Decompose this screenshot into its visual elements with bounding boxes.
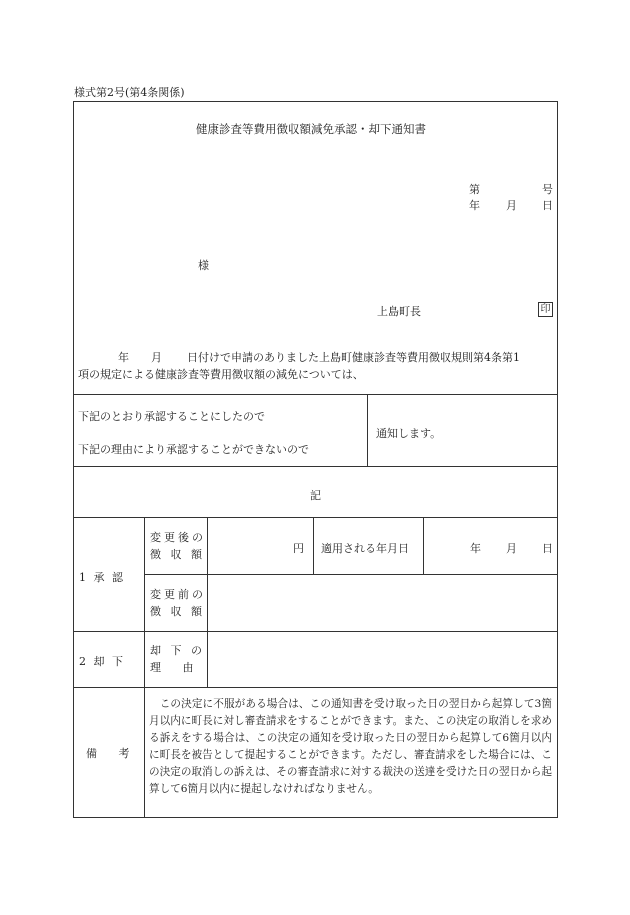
divider [73,394,558,395]
divider [367,394,368,466]
intro-line-2: 項の規定による健康診査等費用徴収額の減免については、 [78,368,364,381]
doc-number-prefix: 第 [469,183,480,196]
date-year: 年 [469,199,480,212]
intro-year: 年 [118,351,129,364]
intro-line-1: 日付けで申請のありました上島町健康診査等費用徴収規則第4条第1 [187,351,520,364]
applied-day: 日 [542,542,553,555]
before-amount-label-1: 変更前の [150,588,206,601]
intro-month: 月 [151,351,162,364]
divider [73,517,558,518]
divider [313,517,314,574]
form-number: 様式第2号(第4条関係) [74,86,185,99]
seal-stamp: 印 [538,302,553,317]
divider [144,517,145,818]
reject-label: 2 却 下 [79,655,125,668]
issuer-name: 上島町長 [377,305,421,318]
divider [73,687,558,688]
divider [73,631,558,632]
applied-year: 年 [470,542,481,555]
divider [423,517,424,574]
notify-text: 通知します。 [376,427,442,440]
divider [207,517,208,687]
doc-number-suffix: 号 [542,183,553,196]
yen-unit: 円 [293,542,304,555]
applied-month: 月 [506,542,517,555]
option-approve: 下記のとおり承認することにしたので [78,410,265,423]
divider [73,466,558,467]
reason-label-1: 却 下 の [150,644,205,657]
ki-label: 記 [310,489,321,502]
after-amount-label-2: 徴 収 額 [150,548,205,561]
date-day: 日 [542,199,553,212]
approval-label: 1 承 認 [79,571,125,584]
remarks-label: 備 考 [86,747,139,760]
date-month: 月 [506,199,517,212]
before-amount-label-2: 徴 収 額 [150,605,205,618]
addressee-suffix: 様 [198,259,209,272]
remarks-text: この決定に不服がある場合は、この通知書を受け取った日の翌日から起算して3箇月以内に町長に対し審査請求をすることができます。また、この決定の取消しを求める訴えをする場合は、この決定の通知を受け取った日の翌日から起算して6箇月以内に町長を被告として提起することができます。ただし、審査請求をした場合には、この決定の取消しの訴えは、その審査請求に対する裁決の送達を受けた日の翌日から起算して6箇月以内に提起しなければなりません。 [149,698,552,795]
document-title: 健康診査等費用徴収額減免承認・却下通知書 [196,122,426,136]
reason-label-2: 理 由 [150,661,203,674]
applied-date-label: 適用される年月日 [321,542,409,555]
option-reject: 下記の理由により承認することができないので [78,443,309,456]
after-amount-label-1: 変更後の [150,531,206,544]
